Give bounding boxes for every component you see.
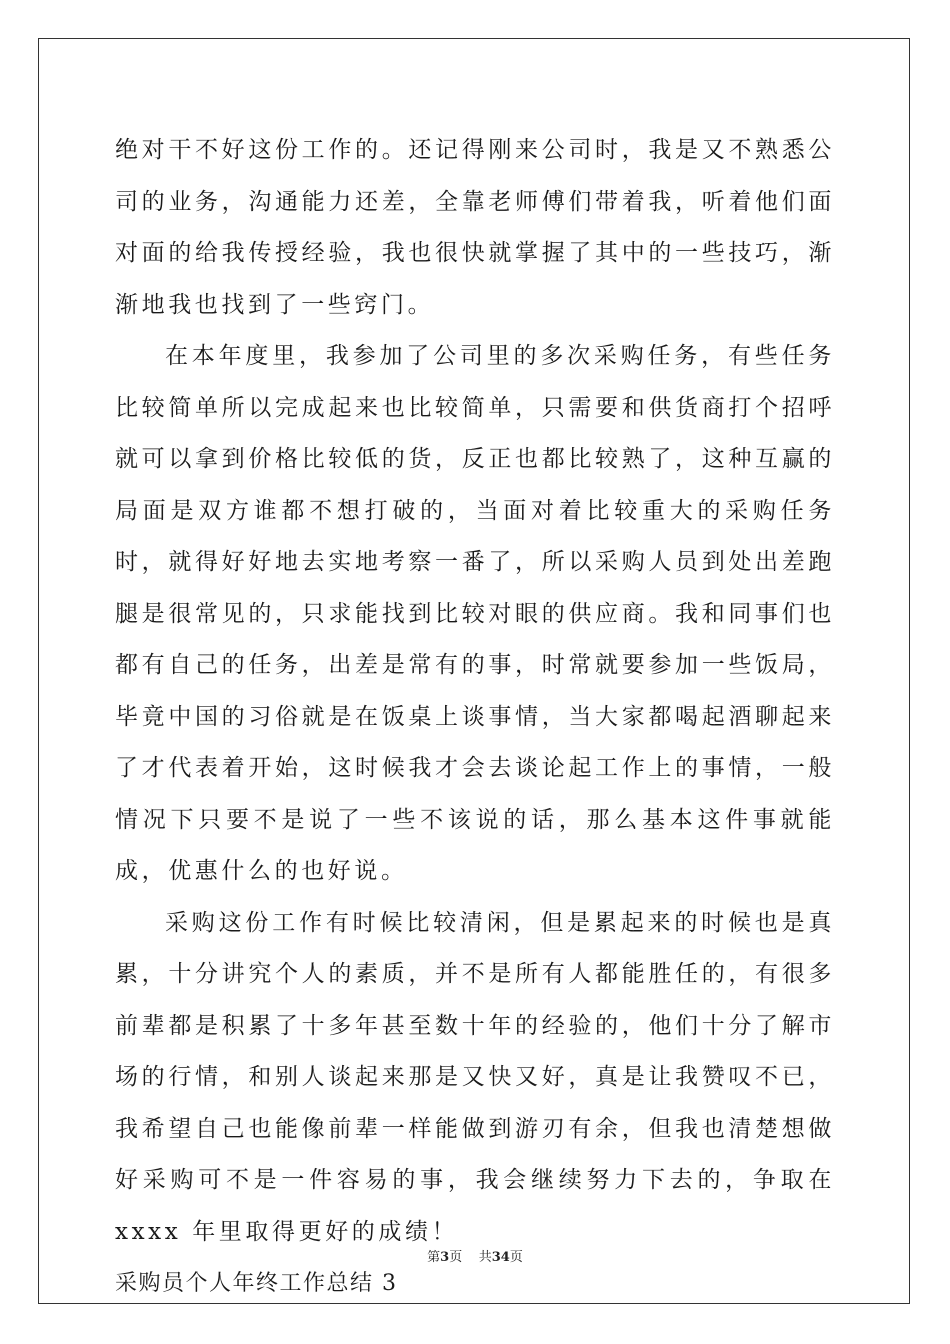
footer-total-pages: 34 [491, 1250, 510, 1265]
footer-page-suffix: 页 [449, 1250, 463, 1265]
document-body [115, 125, 835, 1310]
footer-current-page: 3 [440, 1250, 450, 1265]
paragraph-3: 采购这份工作有时候比较清闲，但是累起来的时候也是真累，十分讲究个人的素质，并不是所有人都能胜任的，有很多前辈都是积累了十多年甚至数十年的经验的，他们十分了解市场的行情，和别人谈起来那是又快又好，真是让我赞叹不已，我希望自己也能像前辈一样能做到游刃有余，但我也清楚想做好采购可不是一件容易的事，我会继续努力下去的，争取在 xxxx 年里取得更好的成绩！ [115, 909, 835, 1245]
section-heading: 采购员个人年终工作总结 3 [115, 1271, 398, 1296]
footer-total-suffix: 页 [509, 1250, 523, 1265]
footer-prefix: 第 [427, 1250, 441, 1265]
page-footer [0, 1246, 950, 1265]
paragraph-2: 在本年度里，我参加了公司里的多次采购任务，有些任务比较简单所以完成起来也比较简单，只需要和供货商打个招呼就可以拿到价格比较低的货，反正也都比较熟了，这种互赢的局面是双方谁都不想打破的，当面对着比较重大的采购任务时，就得好好地去实地考察一番了，所以采购人员到处出差跑腿是很常见的，只求能找到比较对眼的供应商。我和同事们也都有自己的任务，出差是常有的事，时常就要参加一些饭局，毕竟中国的习俗就是在饭桌上谈事情，当大家都喝起酒聊起来了才代表着开始，这时候我才会去谈论起工作上的事情，一般情况下只要不是说了一些不该说的话，那么基本这件事就能成，优惠什么的也好说。 [115, 343, 835, 884]
footer-total-prefix: 共 [478, 1250, 492, 1265]
paragraph-1: 绝对干不好这份工作的。还记得刚来公司时，我是又不熟悉公司的业务，沟通能力还差，全靠老师傅们带着我，听着他们面对面的给我传授经验，我也很快就掌握了其中的一些技巧，渐渐地我也找到了一些窍门。 [115, 137, 835, 318]
